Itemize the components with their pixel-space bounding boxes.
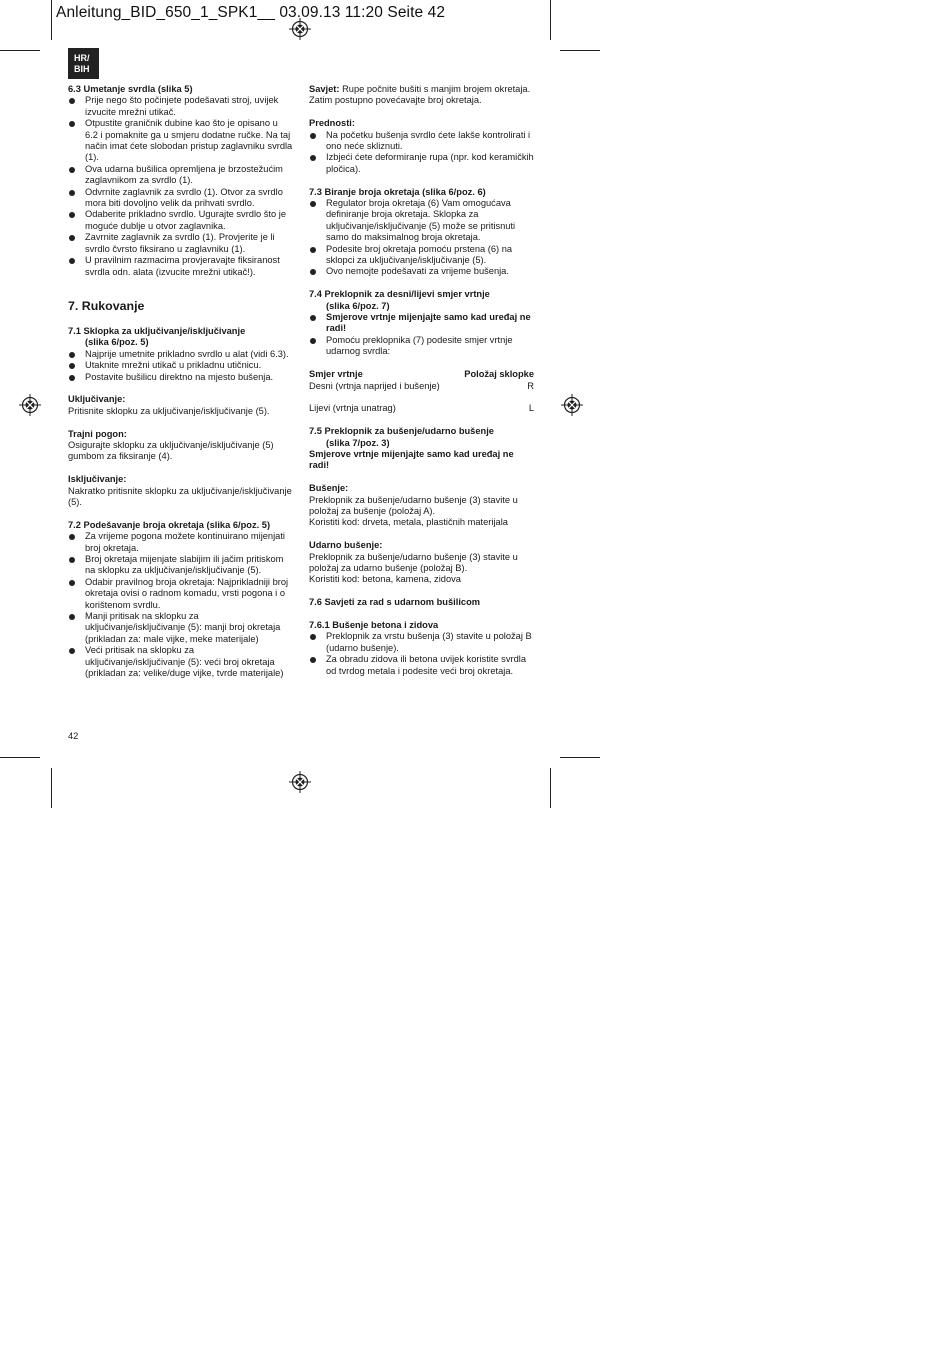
switch-position-column-header: Položaj sklopke [464,369,534,380]
registration-mark-icon [289,771,311,793]
list-item: Na početku bušenja svrdlo ćete lakše kontrolirati i ono neće skliznuti. [309,130,534,153]
section-7-5-warning: Smjerove vrtnje mijenjajte samo kad uređaj ne radi! [309,448,514,471]
tip-text: Rupe počnite bušiti s manjim brojem okretaja. Zatim postupno povećavajte broj okretaja. [309,84,531,106]
table-cell-position: R [527,380,534,391]
list-item: Najprije umetnite prikladno svrdlo u alat (vidi 6.3). [68,349,293,360]
switch-off-text: Nakratko pritisnite sklopku za uključivanje/isključivanje (5). [68,485,292,507]
continuous-operation-heading: Trajni pogon: [68,428,127,439]
hammer-drilling-heading: Udarno bušenje: [309,540,383,551]
table-row [309,403,534,414]
advantages-heading: Prednosti: [309,118,355,129]
direction-table-header [309,369,534,380]
crop-mark [51,0,52,40]
list-item: Veći pritisak na sklopku za uključivanje/isključivanje (5): veći broj okretaja (prikladan za: velike/duge vijke, tvrde materijale) [68,645,293,679]
list-item: Postavite bušilicu direktno na mjesto bušenja. [68,372,293,383]
section-heading-6-3: 6.3 Umetanje svrdla (slika 5) [68,84,193,94]
drilling-heading: Bušenje: [309,483,349,494]
table-row [309,381,534,392]
chapter-heading-7: 7. Rukovanje [68,298,145,313]
list-item: Za obradu zidova ili betona uvijek koristite svrdla od tvrdog metala i podesite veći broj okretaja. [309,654,534,677]
section-heading-7-1-sub: (slika 6/poz. 5) [85,337,149,348]
section-heading-7-6: 7.6 Savjeti za rad s udarnom bušilicom [309,597,481,608]
table-cell-direction: Desni (vrtnja naprijed i bušenje) [309,380,440,391]
section-heading-7-5-sub: (slika 7/poz. 3) [326,437,390,448]
page-number: 42 [68,731,79,741]
list-item: Otpustite graničnik dubine kao što je opisano u 6.2 i pomaknite ga u smjeru dodatne ručke. Na taj način imat ćete slobodan pristup zaglavniku svrdla (1). [68,118,293,164]
list-item: Izbjeći ćete deformiranje rupa (npr. kod keramičkih pločica). [309,152,534,175]
section-7-4-list [309,312,534,358]
section-7-2-list [68,531,293,679]
switch-on-text: Pritisnite sklopku za uključivanje/isključivanje (5). [68,405,270,416]
drilling-text: Preklopnik za bušenje/udarno bušenje (3) stavite u položaj za bušenje (položaj A). [309,494,518,516]
tip-label: Savjet: [309,84,340,94]
list-item: U pravilnim razmacima provjeravajte fiksiranost svrdla odn. alata (izvucite mrežni utikač!). [68,255,293,278]
drilling-use-text: Koristiti kod: drveta, metala, plastičnih materijala [309,517,508,528]
crop-mark [0,50,40,51]
section-7-6-1-list [309,631,534,677]
list-item: Broj okretaja mijenjate slabijim ili jačim pritiskom na sklopku za uključivanje/isključivanje (5). [68,554,293,577]
list-item: Ovo nemojte podešavati za vrijeme bušenja. [309,266,534,277]
list-item: Zavrnite zaglavnik za svrdlo (1). Provjerite je li svrdlo čvrsto fiksirano u zaglavniku (1). [68,232,293,255]
section-heading-7-2: 7.2 Podešavanje broja okretaja (slika 6/poz. 5) [68,519,271,530]
list-item: Ova udarna bušilica opremljena je brzostežućim zaglavnikom za svrdlo (1). [68,164,293,187]
list-item: Odaberite prikladno svrdlo. Ugurajte svrdlo što je moguće dublje u otvor zaglavnika. [68,209,293,232]
crop-mark [550,0,551,40]
list-item: Preklopnik za vrstu bušenja (3) stavite u položaj B (udarno bušenje). [309,631,534,654]
section-7-1-list [68,349,293,383]
switch-off-heading: Isključivanje: [68,474,127,485]
language-badge [68,48,99,79]
list-item: Regulator broja okretaja (6) Vam omogućava definiranje broja okretaja. Sklopka za uključivanje/isključivanje (5) može se pritisnuti samo do maksimalnog broja okretaja. [309,198,534,244]
hammer-drilling-text: Preklopnik za bušenje/udarno bušenje (3) stavite u položaj za udarno bušenje (položaj B). [309,551,518,573]
crop-mark [0,757,40,758]
section-heading-7-1: 7.1 Sklopka za uključivanje/isključivanje [68,325,246,336]
list-item: Odvrnite zaglavnik za svrdlo (1). Otvor za svrdlo mora biti dovoljno velik da prihvati svrdlo. [68,187,293,210]
section-7-3-list [309,198,534,278]
switch-on-heading: Uključivanje: [68,394,126,405]
list-item: Pomoću preklopnika (7) podesite smjer vrtnje udarnog svrdla: [309,335,534,358]
hammer-drilling-use-text: Koristiti kod: betona, kamena, zidova [309,574,461,585]
section-heading-7-6-1: 7.6.1 Bušenje betona i zidova [309,619,439,630]
tip-paragraph [309,84,534,107]
list-item: Odabir pravilnog broja okretaja: Najprikladniji broj okretaja ovisi o radnom komadu, vrsti pogona i o korištenom svrdlu. [68,577,293,611]
section-heading-7-4-sub: (slika 6/poz. 7) [326,300,390,311]
crop-mark [560,50,600,51]
list-item: Prije nego što počinjete podešavati stroj, uvijek izvucite mrežni utikač. [68,95,293,118]
crop-mark [560,757,600,758]
section-6-3-list [68,95,293,278]
print-slug-header: Anleitung_BID_650_1_SPK1__ 03.09.13 11:20 Seite 42 [56,4,446,21]
section-heading-7-5: 7.5 Preklopnik za bušenje/udarno bušenje [309,426,494,437]
direction-column-header: Smjer vrtnje [309,369,363,380]
advantages-list [309,130,534,176]
language-badge-line1: HR/ [74,53,90,63]
right-column [309,84,534,677]
crop-mark [51,768,52,808]
section-heading-7-3: 7.3 Biranje broja okretaja (slika 6/poz. 6) [309,186,486,197]
crop-mark [550,768,551,808]
list-item: Utaknite mrežni utikač u prikladnu utičnicu. [68,360,293,371]
continuous-operation-text: Osigurajte sklopku za uključivanje/isključivanje (5) gumbom za fiksiranje (4). [68,439,274,462]
registration-mark-icon [289,18,311,40]
list-item-warning: Smjerove vrtnje mijenjajte samo kad uređaj ne radi! [309,312,534,335]
list-item: Manji pritisak na sklopku za uključivanje/isključivanje (5): manji broj okretaja (prikladan za: male vijke, meke materijale) [68,611,293,645]
language-badge-line2: BIH [74,64,90,74]
registration-mark-icon [561,394,583,416]
registration-mark-icon [19,394,41,416]
table-cell-direction: Lijevi (vrtnja unatrag) [309,403,396,414]
list-item: Podesite broj okretaja pomoću prstena (6) na sklopci za uključivanje/isključivanje (5). [309,244,534,267]
list-item: Za vrijeme pogona možete kontinuirano mijenjati broj okretaja. [68,531,293,554]
left-column [68,84,293,679]
table-cell-position: L [528,403,534,414]
section-heading-7-4: 7.4 Preklopnik za desni/lijevi smjer vrtnje [309,289,490,300]
